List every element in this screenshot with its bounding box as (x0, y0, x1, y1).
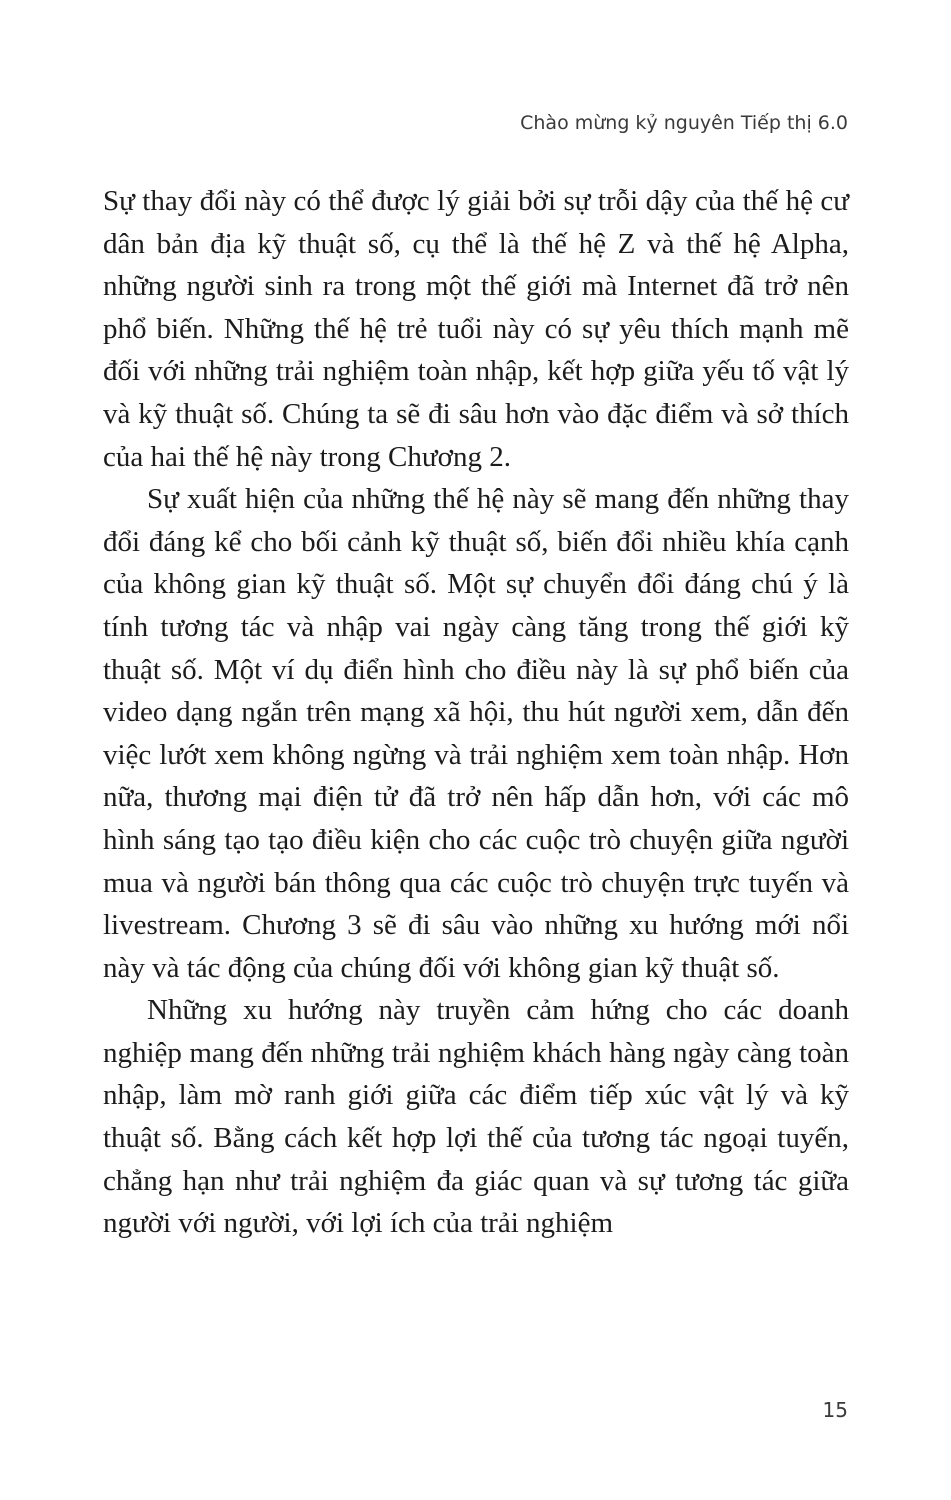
paragraph-1: Sự thay đổi này có thể được lý giải bởi sự trỗi dậy của thế hệ cư dân bản địa kỹ thuật số, cụ thể là thế hệ Z và thế hệ Alpha, những người sinh ra trong một thế giới mà Internet đã trở nên phổ biến. Những thế hệ trẻ tuổi này có sự yêu thích mạnh mẽ đối với những trải nghiệm toàn nhập, kết hợp giữa yếu tố vật lý và kỹ thuật số. Chúng ta sẽ đi sâu hơn vào đặc điểm và sở thích của hai thế hệ này trong Chương 2. (103, 185, 849, 473)
paragraph-3: Những xu hướng này truyền cảm hứng cho các doanh nghiệp mang đến những trải nghiệm khách hàng ngày càng toàn nhập, làm mờ ranh giới giữa các điểm tiếp xúc vật lý và kỹ thuật số. Bằng cách kết hợp lợi thế của tương tác ngoại tuyến, chẳng hạn như trải nghiệm đa giác quan và sự tương tác giữa người với người, với lợi ích của trải nghiệm (103, 994, 849, 1240)
body-text (103, 180, 849, 1245)
running-head-title: Chào mừng kỷ nguyên Tiếp thị 6.0 (520, 112, 848, 134)
page-number: 15 (822, 1398, 848, 1422)
paragraph-2: Sự xuất hiện của những thế hệ này sẽ mang đến những thay đổi đáng kể cho bối cảnh kỹ thuật số, biến đổi nhiều khía cạnh của không gian kỹ thuật số. Một sự chuyển đổi đáng chú ý là tính tương tác và nhập vai ngày càng tăng trong thế giới kỹ thuật số. Một ví dụ điển hình cho điều này là sự phổ biến của video dạng ngắn trên mạng xã hội, thu hút người xem, dẫn đến việc lướt xem không ngừng và trải nghiệm xem toàn nhập. Hơn nữa, thương mại điện tử đã trở nên hấp dẫn hơn, với các mô hình sáng tạo tạo điều kiện cho các cuộc trò chuyện giữa người mua và người bán thông qua các cuộc trò chuyện trực tuyến và livestream. Chương 3 sẽ đi sâu vào những xu hướng mới nổi này và tác động của chúng đối với không gian kỹ thuật số. (103, 483, 849, 984)
